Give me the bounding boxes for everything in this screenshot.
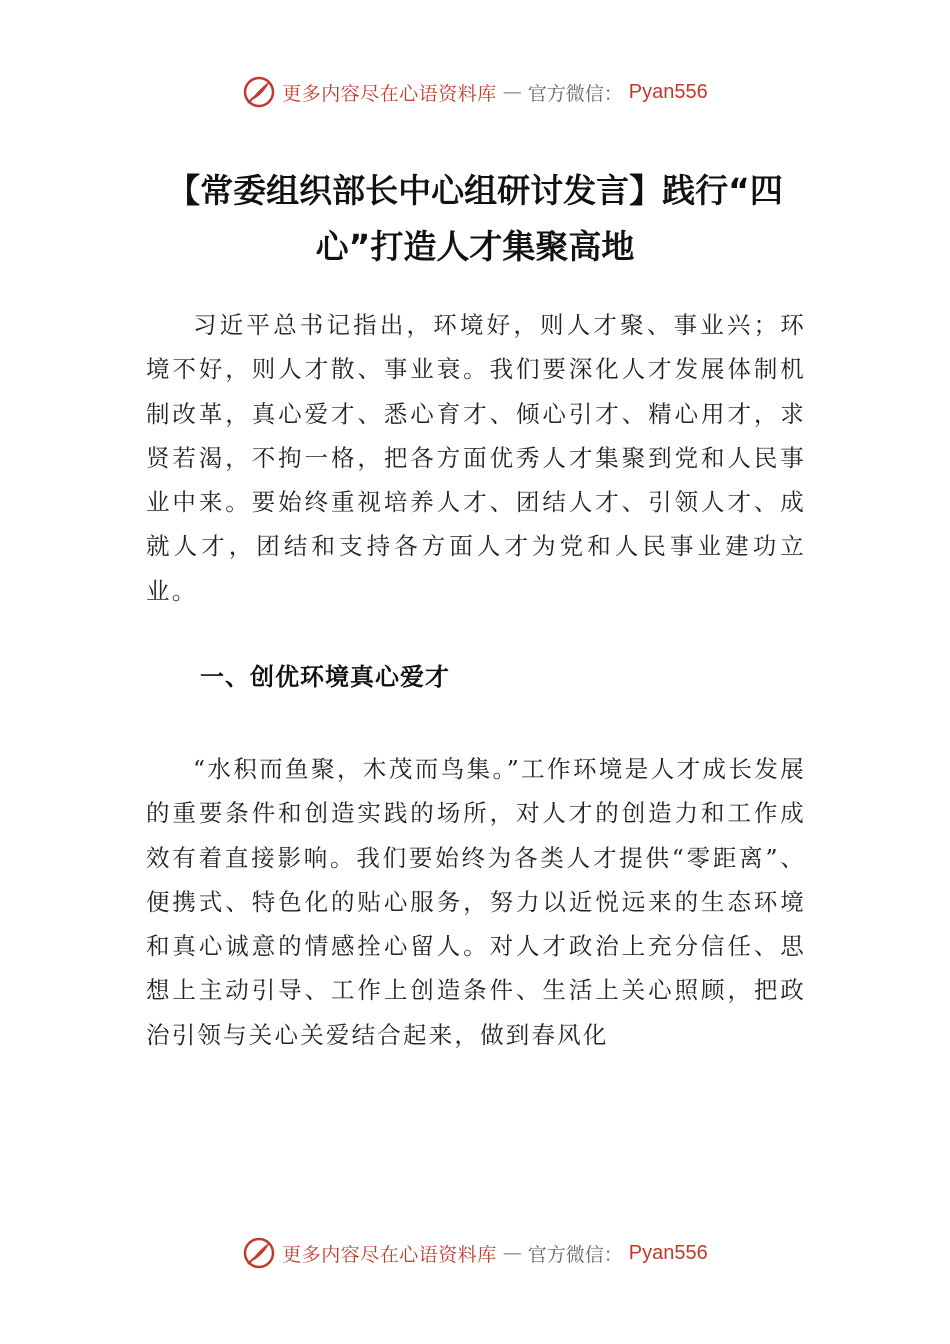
watermark-wechat-id: Pyan556 <box>628 1241 708 1264</box>
paragraph-intro: 习近平总书记指出，环境好，则人才聚、事业兴；环境不好，则人才散、事业衰。我们要深化人才发展体制机制改革，真心爱才、悉心育才、倾心引才、精心用才，求贤若渴，不拘一格，把各方面优秀人才集聚到党和人民事业中来。要始终重视培养人才、团结人才、引领人才、成就人才，团结和支持各方面人才为党和人民事业建功立业。 <box>146 311 806 605</box>
quill-logo-icon <box>242 1236 276 1270</box>
watermark-wechat-label: 官方微信： <box>527 1243 623 1266</box>
watermark-text: 更多内容尽在心语资料库 <box>282 1243 497 1266</box>
watermark-text: 更多内容尽在心语资料库 <box>282 82 497 105</box>
document-title: 【常委组织部长中心组研讨发言】践行“四心”打造人才集聚高地 <box>167 171 783 266</box>
watermark-wechat-label: 官方微信： <box>527 82 623 105</box>
watermark-wechat-id: Pyan556 <box>628 80 708 103</box>
quill-logo-icon <box>242 75 276 109</box>
watermark-separator: — <box>502 81 522 103</box>
section-heading-1: 一、创优环境真心爱才 <box>200 663 450 691</box>
paragraph-section-1: “水积而鱼聚，木茂而鸟集。”工作环境是人才成长发展的重要条件和创造实践的场所，对人才的创造力和工作成效有着直接影响。我们要始终为各类人才提供“零距离”、便携式、特色化的贴心服务，努力以近悦远来的生态环境和真心诚意的情感拴心留人。对人才政治上充分信任、思想上主动引导、工作上创造条件、生活上关心照顾，把政治引领与关心关爱结合起来，做到春风化 <box>146 755 806 1049</box>
footer-watermark <box>0 1233 950 1273</box>
watermark-separator: — <box>502 1242 522 1264</box>
header-watermark <box>0 72 950 112</box>
